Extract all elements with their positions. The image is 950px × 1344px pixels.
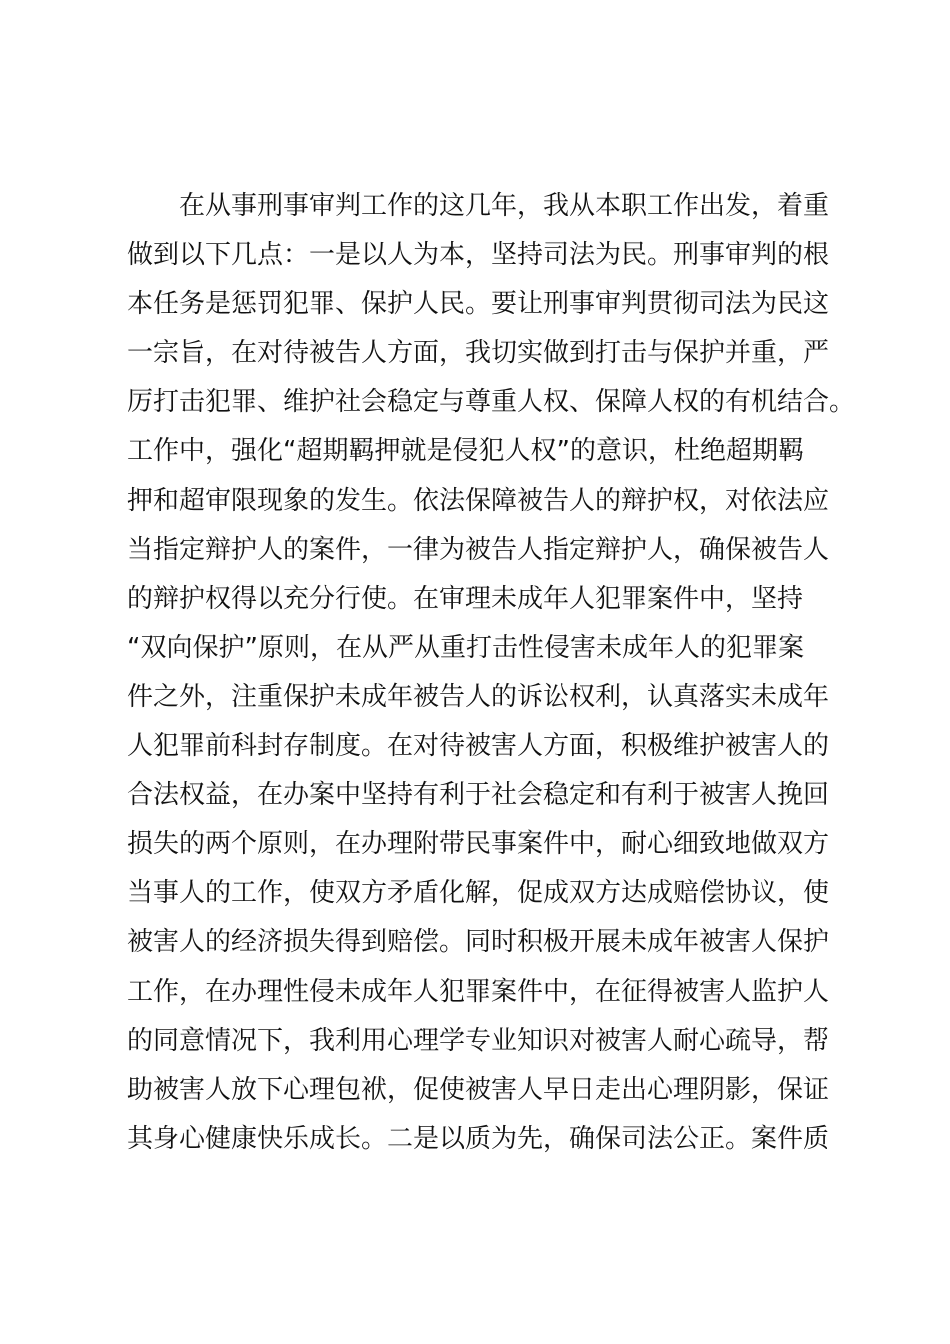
text-line: 其身心健康快乐成长。二是以质为先，确保司法公正。案件质	[127, 1123, 830, 1154]
text-line: 做到以下几点：一是以人为本，坚持司法为民。刑事审判的根	[127, 240, 830, 271]
text-line: 当事人的工作，使双方矛盾化解，促成双方达成赔偿协议，使	[127, 878, 830, 909]
text-line: 合法权益，在办案中坚持有利于社会稳定和有利于被害人挽回	[127, 780, 830, 811]
text-line: 的同意情况下，我利用心理学专业知识对被害人耐心疏导，帮	[127, 1025, 830, 1056]
text-line: 本任务是惩罚犯罪、保护人民。要让刑事审判贯彻司法为民这	[127, 289, 830, 320]
text-line: 押和超审限现象的发生。依法保障被告人的辩护权，对依法应	[127, 485, 830, 516]
text-line: “双向保护”原则，在从严从重打击性侵害未成年人的犯罪案	[127, 632, 804, 663]
text-line: 件之外，注重保护未成年被告人的诉讼权利，认真落实未成年	[127, 681, 830, 712]
text-line: 当指定辩护人的案件，一律为被告人指定辩护人，确保被告人	[127, 534, 830, 565]
body-paragraph	[127, 182, 867, 1164]
text-line: 人犯罪前科封存制度。在对待被害人方面，积极维护被害人的	[127, 731, 830, 762]
text-line: 助被害人放下心理包袱，促使被害人早日走出心理阴影，保证	[127, 1074, 830, 1105]
text-line: 的辩护权得以充分行使。在审理未成年人犯罪案件中，坚持	[127, 583, 804, 614]
text-line: 在从事刑事审判工作的这几年，我从本职工作出发，着重	[127, 191, 830, 221]
text-line: 被害人的经济损失得到赔偿。同时积极开展未成年被害人保护	[127, 927, 830, 958]
text-line: 工作，在办理性侵未成年人犯罪案件中，在征得被害人监护人	[127, 976, 830, 1007]
text-line: 厉打击犯罪、维护社会稳定与尊重人权、保障人权的有机结合。	[127, 387, 856, 418]
text-line: 工作中，强化“超期羁押就是侵犯人权”的意识，杜绝超期羁	[127, 436, 804, 467]
text-line: 损失的两个原则，在办理附带民事案件中，耐心细致地做双方	[127, 829, 830, 860]
text-line: 一宗旨，在对待被告人方面，我切实做到打击与保护并重，严	[127, 338, 830, 369]
